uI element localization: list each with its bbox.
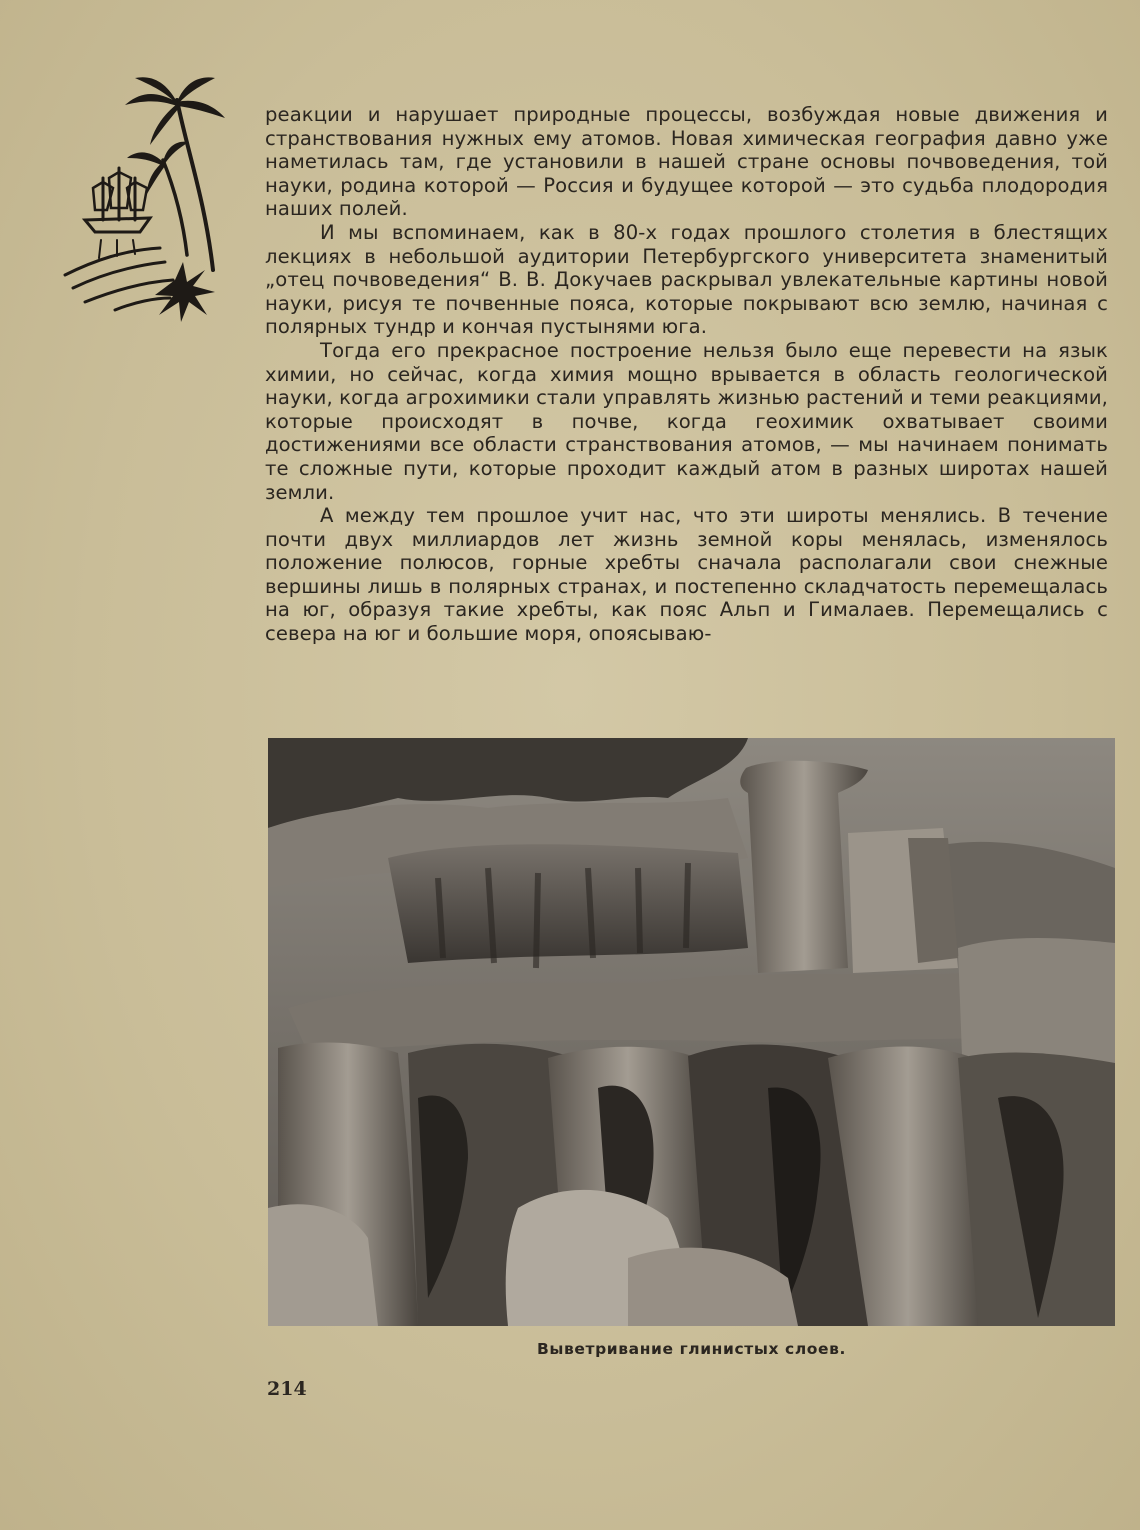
paragraph-3: Тогда его прекрасное построение нельзя было еще перевести на язык химии, но сейчас, когда химия мощно врывается в область геологической науки, когда агрохимики стали управлять жизнью растений и теми реакциями, которые происходят в почве, когда геохимик охватывает своими достижениями все области странствования атомов, — мы начинаем понимать те сложные пути, которые проходит каждый атом в разных широтах нашей земли. (265, 338, 1108, 504)
paragraph-4: А между тем прошлое учит нас, что эти широты менялись. В течение почти двух миллиардов лет жизнь земной коры менялась, изменялось положение полюсов, горные хребты сначала располагали свои снежные вершины лишь в полярных странах, и постепенно складчатость перемещалась на юг, образуя такие хребты, как пояс Альп и Гималаев. Перемещались с севера на юг и большие моря, опоясываю- (265, 504, 1108, 646)
photo-caption: Выветривание глинистых слоев. (536, 1340, 847, 1358)
eroded-clay-pillars-photo (268, 738, 1115, 1326)
body-text (265, 103, 1108, 646)
paragraph-1: реакции и нарушает природные процессы, возбуждая новые движения и странствования нужных ему атомов. Новая химическая география давно уже наметилась там, где установили в нашей стране основы почвоведения, той науки, родина которой — Россия и будущее которой — это судьба плодородия наших полей. (265, 103, 1108, 221)
page-number: 214 (267, 1378, 307, 1400)
palm-ship-ornament-icon (55, 70, 235, 325)
paragraph-2: И мы вспоминаем, как в 80-х годах прошлого столетия в блестящих лекциях в небольшой аудитории Петербургского университета знаменитый „отец почвоведения“ В. В. Докучаев раскрывал увлекательные картины новой науки, рисуя те почвенные пояса, которые покрывают всю землю, начиная с полярных тундр и кончая пустынями юга. (265, 220, 1108, 339)
